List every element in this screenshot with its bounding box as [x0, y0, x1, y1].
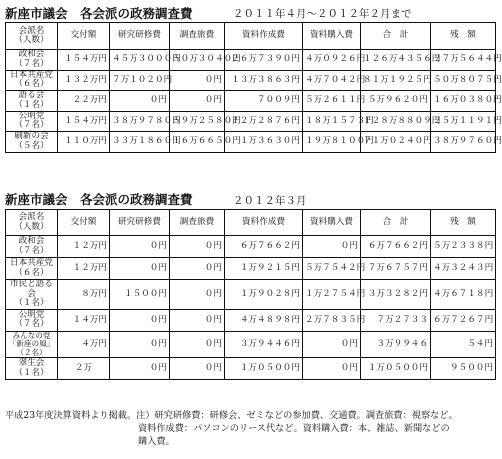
total-cell: ５万９６２０円: [361, 91, 431, 112]
balance-cell: ２７万５６４４円: [431, 50, 496, 71]
total-cell: ３万３２８２円: [361, 280, 431, 310]
total-cell: ７万６７５７円: [361, 258, 431, 280]
materials-cell: １万３６３０円: [225, 132, 303, 153]
grant-cell: １２万円: [58, 258, 110, 280]
header-total: 合 計: [361, 23, 431, 50]
grant-cell: ８万円: [58, 280, 110, 310]
materials-cell: １２万２８７６円: [225, 111, 303, 132]
purchase-cell: ５万７５４２円: [303, 258, 361, 280]
materials-cell: ７００９円: [225, 91, 303, 112]
total-cell: ８１万１９２５円: [361, 70, 431, 91]
section2-title: 新座市議会 各会派の政務調査費: [5, 192, 193, 207]
research-cell: ０円: [110, 309, 170, 331]
research-cell: ０円: [110, 258, 170, 280]
grant-cell: １３２万円: [58, 70, 110, 91]
balance-cell: ２５万１１９１円: [431, 111, 496, 132]
total-cell: １２８万８８０９円: [361, 111, 431, 132]
total-cell: ７１万０２４０円: [361, 132, 431, 153]
travel-cell: ０円: [170, 331, 225, 358]
purchase-cell: ０円: [303, 331, 361, 358]
section2-period: ２０１２年３月: [233, 195, 307, 207]
travel-cell: ０円: [170, 91, 225, 112]
research-cell: ０円: [110, 236, 170, 258]
travel-cell: ０円: [170, 236, 225, 258]
travel-cell: ０円: [170, 280, 225, 310]
table-header-row: [6, 210, 496, 236]
materials-cell: １万９０２８円: [225, 280, 303, 310]
research-cell: ７万１０２０円: [110, 70, 170, 91]
research-cell: ０円: [110, 358, 170, 380]
materials-cell: ３万９４４６円: [225, 331, 303, 358]
faction-name: 公明党 （７名）: [6, 111, 58, 132]
header-travel: 調査旅費: [170, 23, 225, 50]
header-purchase: 資料購入費: [303, 210, 361, 236]
total-cell: ７万２７３３: [361, 309, 431, 331]
table-row: [6, 331, 496, 358]
table-row: [6, 280, 496, 310]
header-faction: 会派名 （人数）: [6, 23, 58, 50]
faction-name: 語る会 （１名）: [6, 91, 58, 112]
table-row: [6, 111, 496, 132]
grant-cell: ２万: [58, 358, 110, 380]
table-row: [6, 70, 496, 91]
travel-cell: ０円: [170, 70, 225, 91]
balance-cell: ５万２３３８円: [431, 236, 496, 258]
header-balance: 残 額: [431, 210, 496, 236]
faction-name: 日本共産党 （６名）: [6, 70, 58, 91]
footnote-line: 平成23年度決算資料より掲載。注）研究研修費：研修会、ゼミなどの参加費、交通費。調査旅費：視察など。: [5, 410, 458, 421]
faction-name: 市民と語る会 （１名）: [6, 280, 58, 310]
header-purchase: 資料購入費: [303, 23, 361, 50]
section1-period: ２０１１年４月～２０１２年２月まで: [233, 8, 412, 20]
grant-cell: １４万円: [58, 309, 110, 331]
purchase-cell: １８万１５７３円: [303, 111, 361, 132]
research-cell: ４５万３０００円: [110, 50, 170, 71]
materials-cell: ２６万７３９０円: [225, 50, 303, 71]
balance-cell: １６万０３８０円: [431, 91, 496, 112]
research-cell: ３３万１８６０円: [110, 132, 170, 153]
footnote-line: 購入費。: [138, 436, 175, 447]
header-travel: 調査旅費: [170, 210, 225, 236]
balance-cell: ５４円: [431, 331, 496, 358]
header-research: 研究研修費: [110, 210, 170, 236]
table-row: [6, 50, 496, 71]
faction-name: 政和会 （７名）: [6, 50, 58, 71]
footnote-line: 資料作成費：パソコンのリース代など。資料購入費：本、雑誌、新聞などの: [138, 423, 450, 434]
travel-cell: ５０万３０４０円: [170, 50, 225, 71]
materials-cell: １３万３８６３円: [225, 70, 303, 91]
balance-cell: ３８万９７６０円: [431, 132, 496, 153]
grant-cell: １２万円: [58, 236, 110, 258]
footnote: [5, 409, 497, 448]
header-materials: 資料作成費: [225, 23, 303, 50]
purchase-cell: ４万７０４２円: [303, 70, 361, 91]
balance-cell: ４万３２４３円: [431, 258, 496, 280]
grant-cell: １５４万円: [58, 111, 110, 132]
balance-cell: ４万６７１８円: [431, 280, 496, 310]
purchase-cell: １９万８１００円: [303, 132, 361, 153]
table-row: [6, 309, 496, 331]
research-cell: ３８万９７８０円: [110, 111, 170, 132]
table-row: [6, 91, 496, 112]
balance-cell: ６万７２６７円: [431, 309, 496, 331]
header-total: 合 計: [361, 210, 431, 236]
faction-name: 刷新の会 （５名）: [6, 132, 58, 153]
table-row: [6, 358, 496, 380]
header-faction: 会派名 （人数）: [6, 210, 58, 236]
grant-cell: １５４万円: [58, 50, 110, 71]
purchase-cell: ５万２６１１円: [303, 91, 361, 112]
table-row: [6, 258, 496, 280]
grant-cell: １１０万円: [58, 132, 110, 153]
travel-cell: ０円: [170, 358, 225, 380]
section1-table: [5, 22, 502, 153]
travel-cell: ５９万２５８０円: [170, 111, 225, 132]
research-cell: ０円: [110, 91, 170, 112]
table-row: [6, 132, 496, 153]
faction-name: 日本共産党 （６名）: [6, 258, 58, 280]
travel-cell: ０円: [170, 258, 225, 280]
header-materials: 資料作成費: [225, 210, 303, 236]
header-balance: 残 額: [431, 23, 496, 50]
purchase-cell: ０円: [303, 358, 361, 380]
header-grant: 交付額: [58, 210, 110, 236]
total-cell: １２６万４３５６円: [361, 50, 431, 71]
materials-cell: ４万４８９８円: [225, 309, 303, 331]
grant-cell: ２２万円: [58, 91, 110, 112]
research-cell: １５００円: [110, 280, 170, 310]
header-research: 研究研修費: [110, 23, 170, 50]
section2-table: [5, 209, 496, 380]
research-cell: ０円: [110, 331, 170, 358]
travel-cell: １６万６６５０円: [170, 132, 225, 153]
faction-name: 政和会 （７名）: [6, 236, 58, 258]
balance-cell: ５０万８０７５円: [431, 70, 496, 91]
total-cell: ３万９９４６: [361, 331, 431, 358]
total-cell: １万０５００円: [361, 358, 431, 380]
table-row: [6, 236, 496, 258]
materials-cell: ６万７６６２円: [225, 236, 303, 258]
faction-name: 翠生会 （１名）: [6, 358, 58, 380]
total-cell: ６万７６６２円: [361, 236, 431, 258]
materials-cell: １万９２１５円: [225, 258, 303, 280]
table-header-row: [6, 23, 496, 50]
faction-name: 公明党 （７名）: [6, 309, 58, 331]
travel-cell: ０円: [170, 309, 225, 331]
faction-name: みんなの党 「新座の風」（２名）: [6, 331, 58, 358]
purchase-cell: ４万０９２６円: [303, 50, 361, 71]
balance-cell: ９５００円: [431, 358, 496, 380]
purchase-cell: ０円: [303, 236, 361, 258]
grant-cell: ４万円: [58, 331, 110, 358]
materials-cell: １万０５００円: [225, 358, 303, 380]
purchase-cell: ２万７８３５円: [303, 309, 361, 331]
purchase-cell: １万２７５４円: [303, 280, 361, 310]
header-grant: 交付額: [58, 23, 110, 50]
section1-title: 新座市議会 各会派の政務調査費: [5, 6, 193, 21]
